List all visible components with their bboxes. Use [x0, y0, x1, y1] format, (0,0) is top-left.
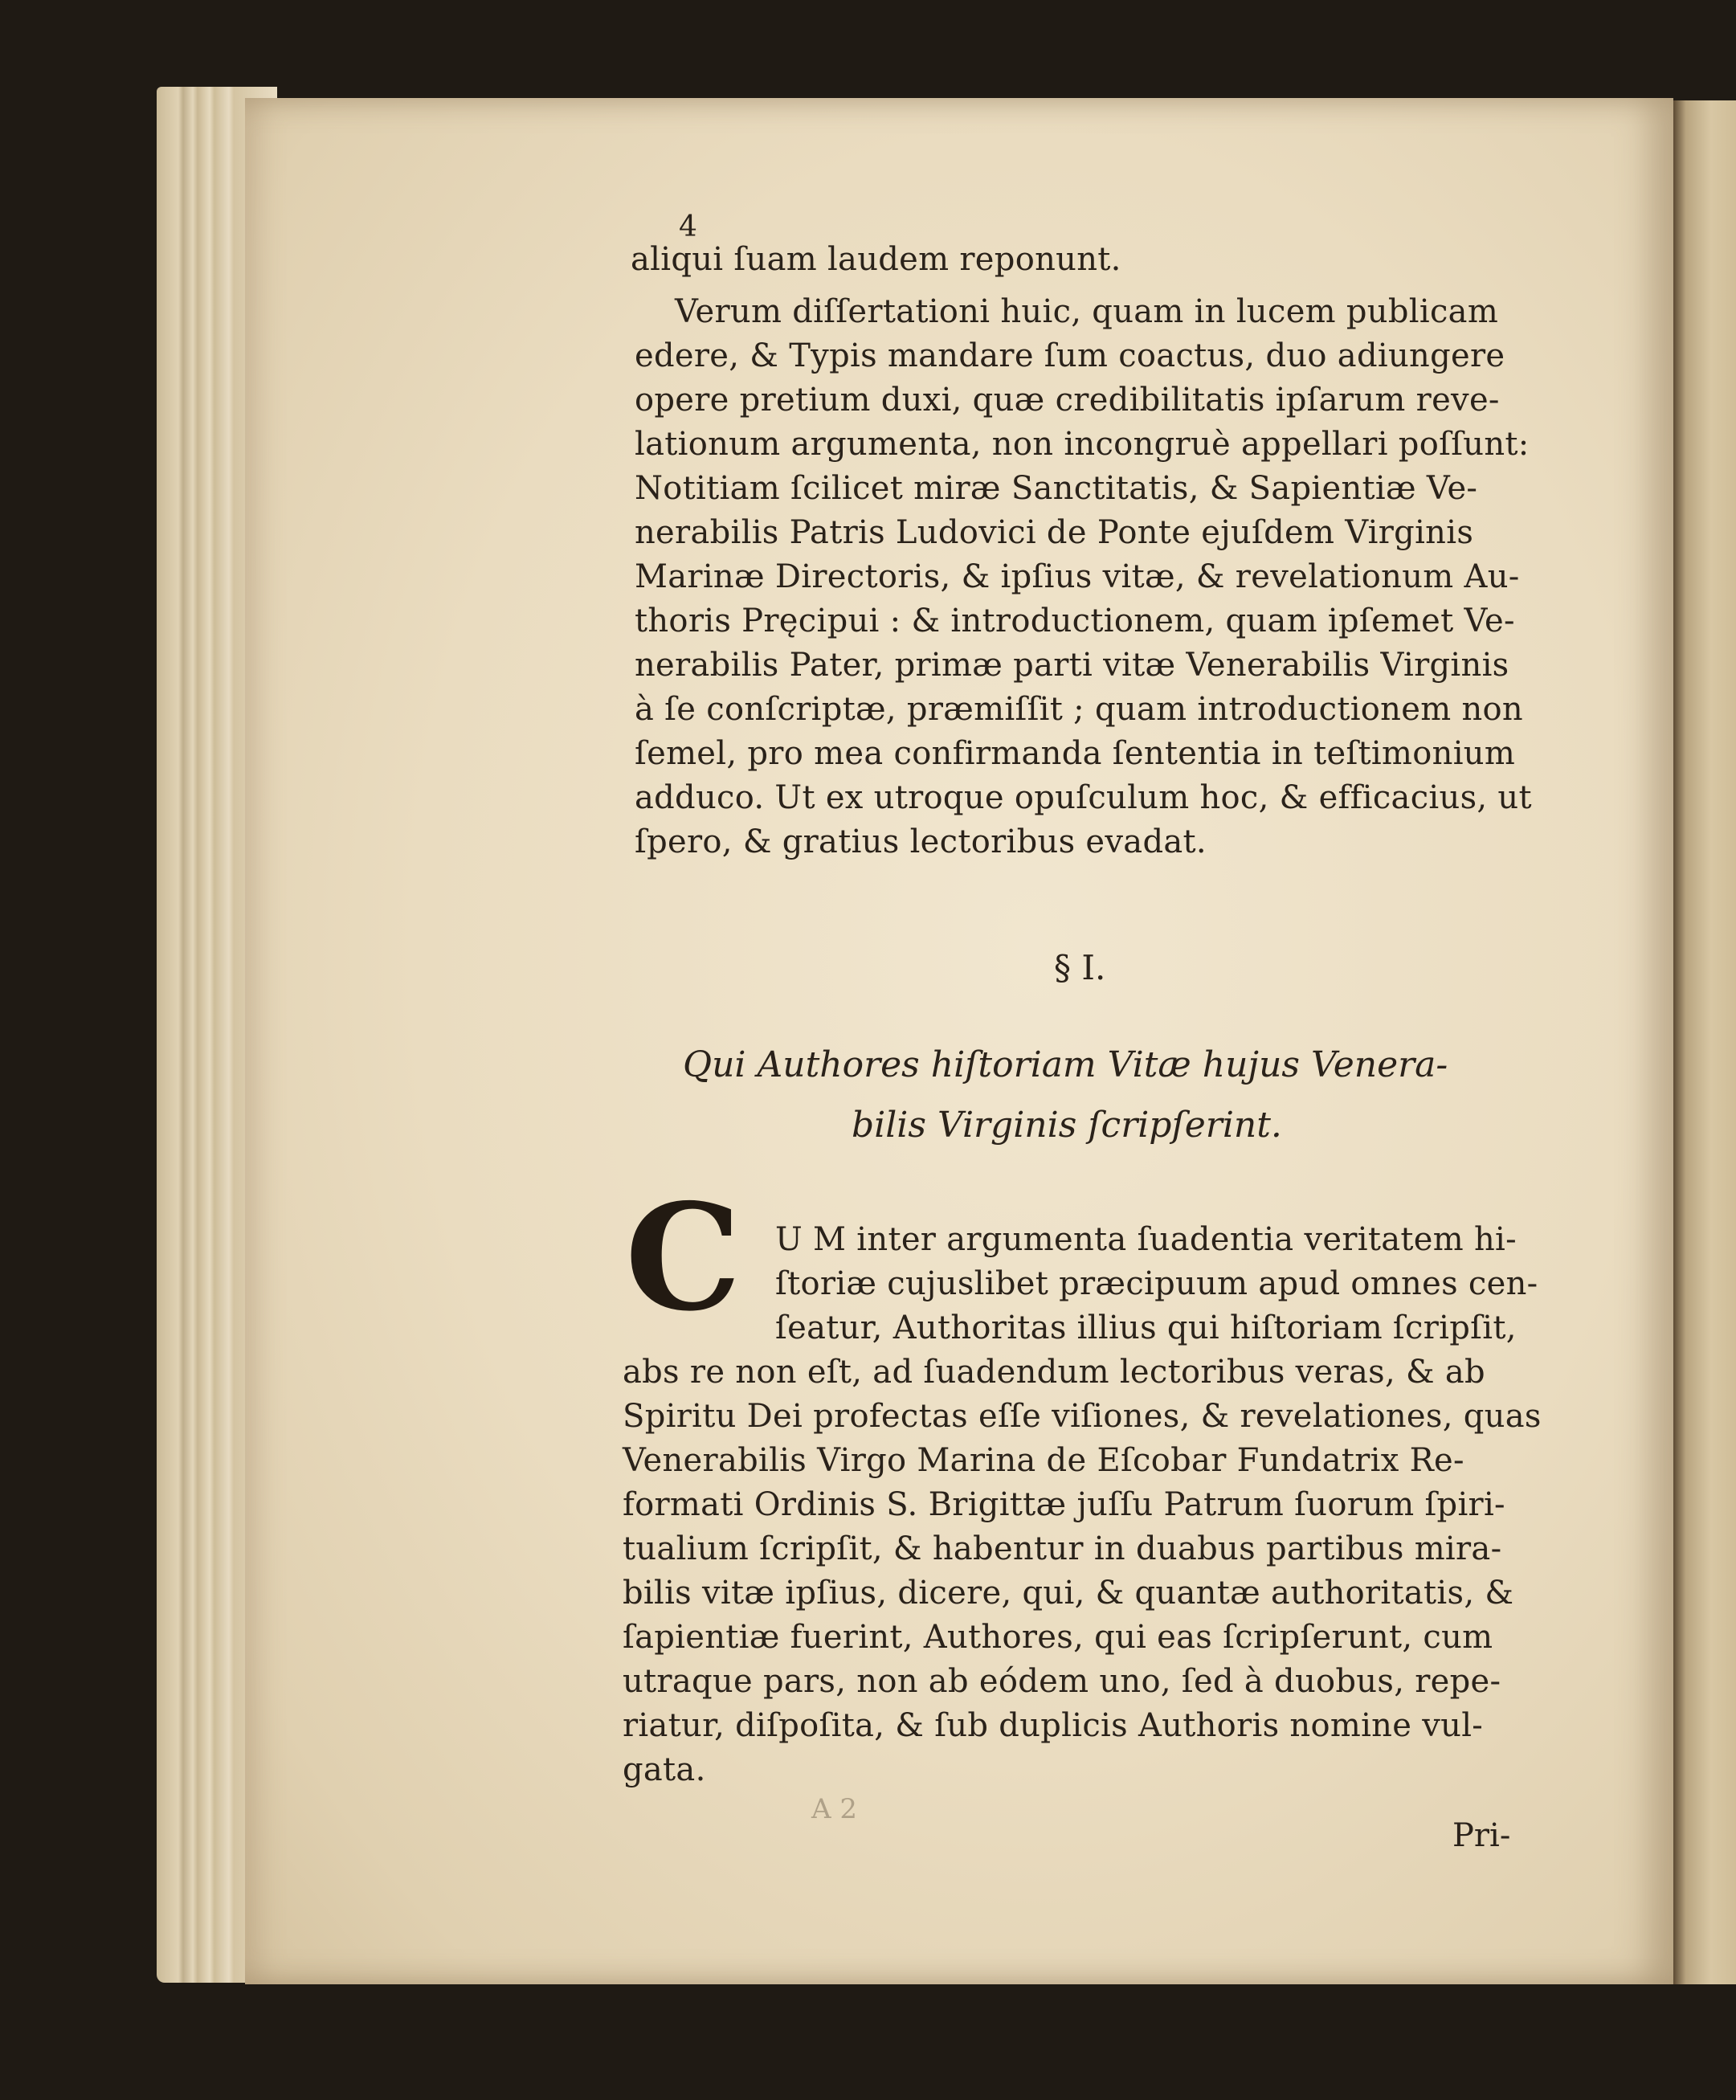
section-heading-line: Qui Authores hiſtoriam Vitæ hujus Venera- — [683, 1044, 1448, 1085]
text-line: Venerabilis Virgo Marina de Eſcobar Fundatrix Re- — [623, 1442, 1464, 1479]
catchword: Pri- — [1452, 1817, 1511, 1854]
text-line: nerabilis Pater, primæ parti vitæ Venerabilis Virginis — [635, 647, 1509, 684]
facing-page-edge — [1673, 100, 1736, 1984]
section-heading-line: bilis Virginis ſcripſerint. — [852, 1105, 1282, 1146]
text-line: aliqui ſuam laudem reponunt. — [631, 241, 1121, 278]
text-line: abs re non eſt, ad ſuadendum lectoribus veras, & ab — [623, 1354, 1485, 1391]
text-line: à ſe conſcriptæ, præmiſſit ; quam introductionem non — [635, 691, 1523, 728]
text-line: ſpero, & gratius lectoribus evadat. — [635, 823, 1207, 860]
text-line: formati Ordinis S. Brigittæ juſſu Patrum ſuorum ſpiri- — [623, 1486, 1505, 1523]
text-line: U M inter argumenta ſuadentia veritatem hi- — [775, 1221, 1517, 1258]
page-number: 4 — [679, 210, 697, 243]
text-line: opere pretium duxi, quæ credibilitatis ipſarum reve- — [635, 382, 1500, 419]
text-line: ſemel, pro mea confirmanda ſententia in teſtimonium — [635, 735, 1516, 772]
text-line: gata. — [623, 1751, 706, 1788]
text-line: riatur, diſpoſita, & ſub duplicis Authoris nomine vul- — [623, 1707, 1484, 1744]
text-line: tualium ſcripſit, & habentur in duabus partibus mira- — [623, 1530, 1502, 1567]
text-line: ſapientiæ fuerint, Authores, qui eas ſcripſerunt, cum — [623, 1619, 1493, 1656]
text-line: lationum argumenta, non incongruè appellari poſſunt: — [635, 426, 1530, 463]
text-line: adduco. Ut ex utroque opuſculum hoc, & efficacius, ut — [635, 779, 1532, 816]
text-line: bilis vitæ ipſius, dicere, qui, & quantæ authoritatis, & — [623, 1575, 1514, 1612]
text-line: edere, & Typis mandare ſum coactus, duo adiungere — [635, 337, 1505, 374]
text-line: ſeatur, Authoritas illius qui hiſtoriam ſcripſit, — [775, 1309, 1517, 1346]
signature-mark: A 2 — [811, 1793, 857, 1825]
text-line: Marinæ Directoris, & ipſius vitæ, & revelationum Au- — [635, 558, 1520, 595]
text-line: nerabilis Patris Ludovici de Ponte ejuſdem Virginis — [635, 514, 1474, 551]
drop-cap: C — [625, 1171, 741, 1343]
text-line: Verum diſſertationi huic, quam in lucem publicam — [675, 293, 1499, 330]
text-line: thoris Pręcipui : & introductionem, quam ipſemet Ve- — [635, 603, 1515, 639]
section-mark: § I. — [1054, 948, 1106, 987]
text-line: ſtoriæ cujuslibet præcipuum apud omnes cen- — [775, 1265, 1538, 1302]
text-line: Spiritu Dei profectas eſſe viſiones, & revelationes, quas — [623, 1398, 1542, 1435]
text-line: Notitiam ſcilicet miræ Sanctitatis, & Sapientiæ Ve- — [635, 470, 1478, 507]
text-line: utraque pars, non ab eódem uno, ſed à duobus, repe- — [623, 1663, 1501, 1700]
